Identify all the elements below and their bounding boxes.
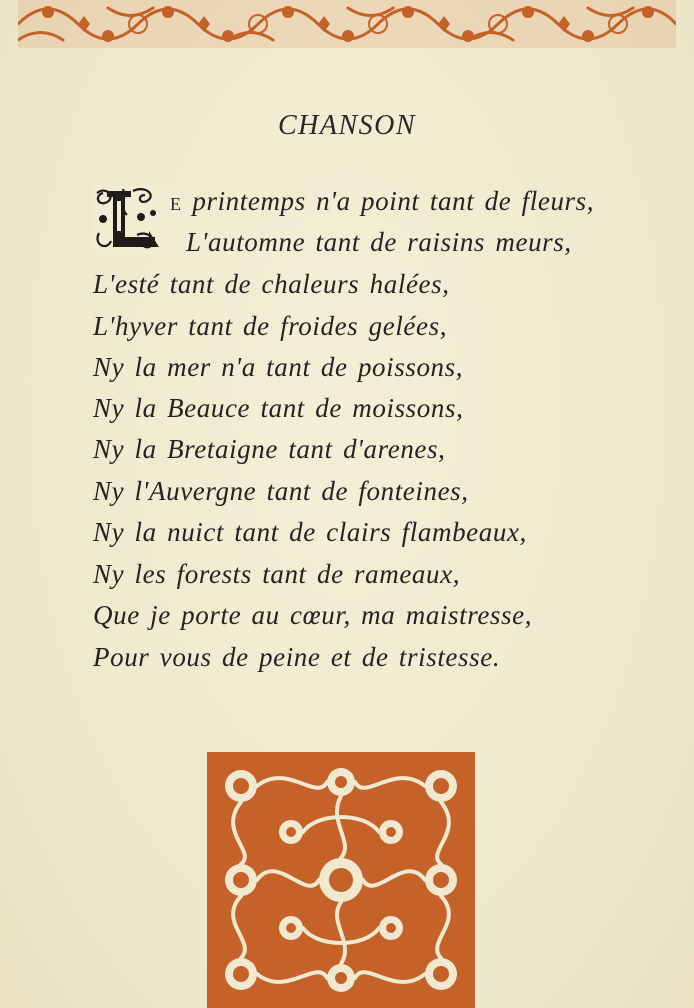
first-line-text: printemps n'a point tant de fleurs, (192, 186, 595, 216)
poem-line-10: Ny les forests tant de rameaux, (93, 559, 461, 589)
top-ornament-band (18, 0, 676, 48)
poem-line-9: Ny la nuict tant de clairs flambeaux, (93, 517, 527, 547)
poem-line-4: L'hyver tant de froides gelées, (93, 311, 448, 341)
poem-line-5: Ny la mer n'a tant de poissons, (93, 352, 464, 382)
poem-title: CHANSON (277, 110, 417, 141)
first-word-small-caps: E (170, 194, 182, 214)
poem-line-11: Que je porte au cœur, ma maistresse, (93, 600, 533, 630)
bottom-ornament-block (207, 752, 475, 1008)
poem-line-12: Pour vous de peine et de tristesse. (93, 642, 501, 672)
poem-line-6: Ny la Beauce tant de moissons, (93, 393, 464, 423)
poem-line-8: Ny l'Auvergne tant de fonteines, (93, 476, 469, 506)
poem-line-2: L'automne tant de raisins meurs, (186, 227, 572, 257)
poem-line-3: L'esté tant de chaleurs halées, (93, 269, 450, 299)
decorated-initial-letter (93, 185, 163, 253)
poem-line-7: Ny la Bretaigne tant d'arenes, (93, 434, 446, 464)
poem-line-1 (170, 186, 594, 217)
